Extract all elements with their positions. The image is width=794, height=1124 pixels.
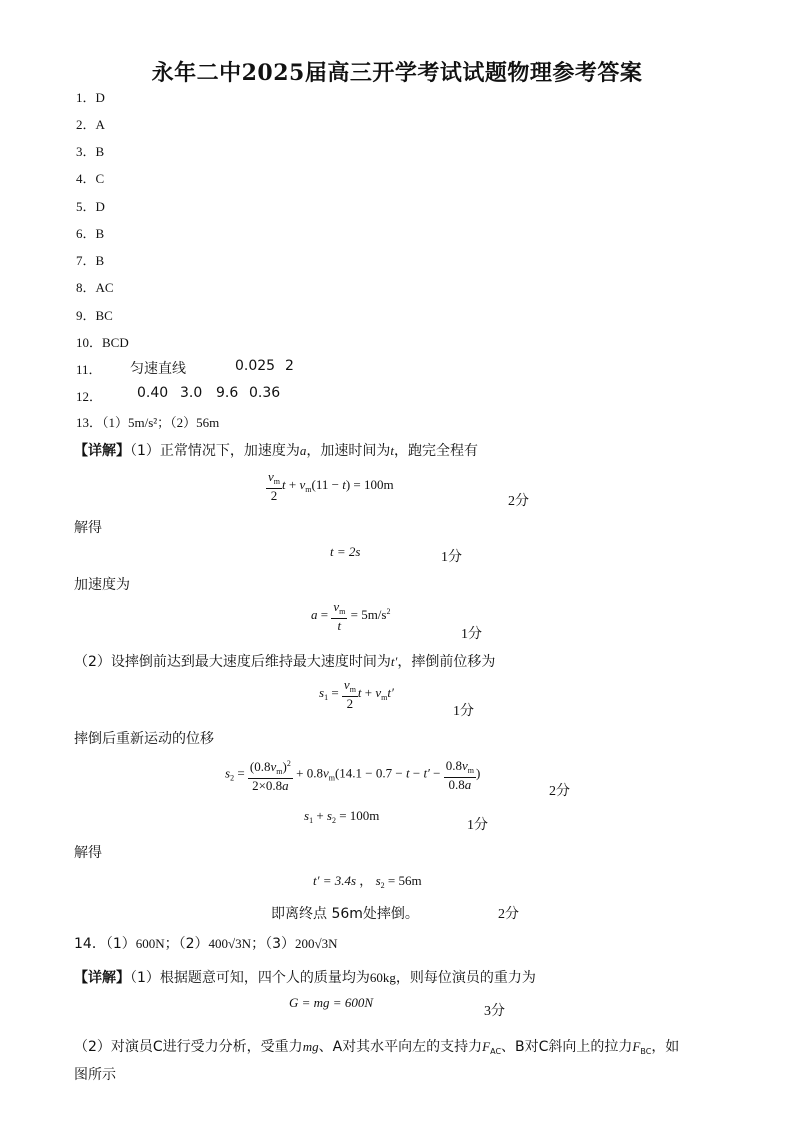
- q12-answer: 9.6: [216, 385, 239, 401]
- equation-4: $s_1$ = $\frac{v_m}{2}$ $t + v_mt'$: [319, 677, 394, 711]
- q11-label: 11．: [76, 362, 102, 377]
- equation-3: a = $\frac{v_m}{t}$ = $5m/s^2$: [311, 599, 391, 633]
- q14-equation-1: G = mg = 600N: [289, 995, 373, 1010]
- answer-item: 3．B: [76, 144, 105, 159]
- equation-1: $\frac{v_m}{2}$ $t + v_m(11 - t) = 100m$: [268, 469, 394, 503]
- answer-item: 8．AC: [76, 280, 114, 295]
- score: 1分: [467, 818, 488, 833]
- q14-part2-cont: 图所示: [74, 1067, 116, 1083]
- equation-5: $s_2$ = $\frac{(0.8v_m)^2}{2\times 0.8a}$ + $0.8v_m(14.1 - 0.7 - t - t'$ − $\frac{0.8v_m}{0.8a}$ ): [225, 757, 481, 793]
- detail-tag: 【详解】: [74, 970, 130, 986]
- label-after: 摔倒后重新运动的位移: [74, 731, 214, 747]
- answer-item: 6．B: [76, 226, 105, 241]
- answer-item: 7．B: [76, 253, 105, 268]
- detail-tag: 【详解】: [74, 443, 130, 459]
- score: 2分: [508, 494, 529, 509]
- equation-6: $s_1 + s_2 = 100m$: [304, 808, 380, 825]
- score: 3分: [484, 1004, 505, 1019]
- answer-item: 4．C: [76, 171, 105, 186]
- q14-part2: （2）对演员C进行受力分析，受重力mg、A对其水平向左的支持力$F_{AC}$、B对C斜向上的拉力$F_{BC}$，如: [74, 1039, 680, 1056]
- answer-item: 5．D: [76, 199, 105, 214]
- q12-answer: 0.36: [249, 385, 281, 401]
- label-jiede: 解得: [74, 520, 102, 536]
- score: 1分: [461, 627, 482, 642]
- q11-answer: 0.025: [235, 358, 276, 374]
- q11-answer: 2: [285, 358, 294, 374]
- answer-item: 2．A: [76, 117, 105, 132]
- equation-2: t = 2s: [330, 544, 361, 559]
- q14-answer: 14．（1）600N；（2）400√3N；（3）200√3N: [74, 936, 338, 952]
- q14-detail: 【详解】（1）根据题意可知，四个人的质量均为60kg，则每位演员的重力为: [74, 970, 536, 986]
- conclusion: 即离终点 56m处摔倒。: [271, 906, 419, 922]
- q12-answer: 0.40: [137, 385, 169, 401]
- score: 2分: [549, 784, 570, 799]
- q11-answer: 匀速直线: [130, 361, 186, 377]
- score: 2分: [498, 907, 519, 922]
- answer-item: 1．D: [76, 90, 105, 105]
- q13-detail: 【详解】（1）正常情况下，加速度为a，加速时间为t，跑完全程有: [74, 443, 479, 459]
- answer-item: 10．BCD: [76, 335, 129, 350]
- equation-7: t′ = 3.4s ， $s_2 = 56m$: [313, 873, 422, 890]
- answer-item: 9．BC: [76, 308, 113, 323]
- q12-label: 12．: [76, 389, 103, 404]
- page-title: 永年二中2025届高三开学考试试题物理参考答案: [151, 60, 643, 86]
- label-jiede: 解得: [74, 845, 102, 861]
- q13-answer: 13．（1）5m/s²；（2）56m: [76, 415, 220, 430]
- score: 1分: [453, 704, 474, 719]
- label-accel: 加速度为: [74, 577, 130, 593]
- score: 1分: [441, 550, 462, 565]
- q12-answer: 3.0: [180, 385, 203, 401]
- q13-part2: （2）设摔倒前达到最大速度后维持最大速度时间为t′，摔倒前位移为: [74, 654, 496, 670]
